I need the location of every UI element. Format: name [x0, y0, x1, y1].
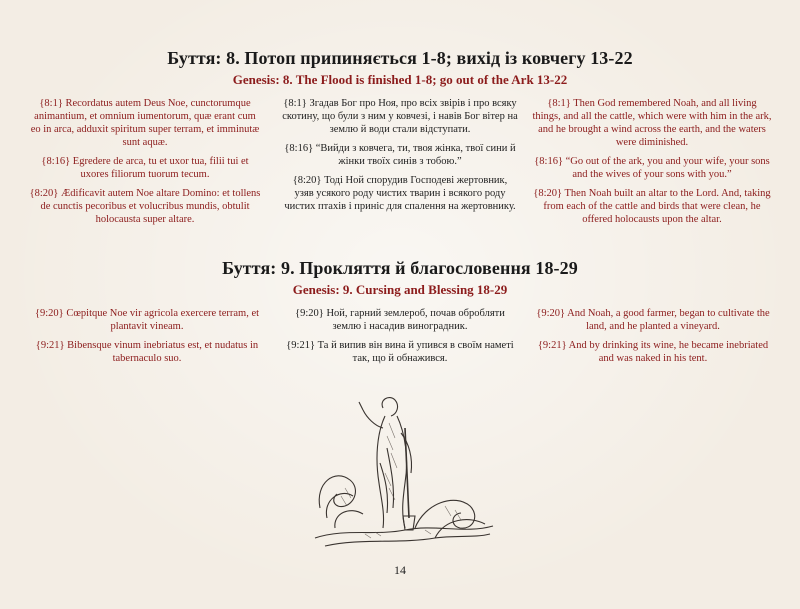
section-genesis-9 — [0, 258, 800, 298]
section-title-ukrainian: Буття: 9. Прокляття й благословення 18-29 — [222, 258, 578, 278]
ukrainian-column — [282, 307, 518, 371]
ukrainian-verse: {9:20} Ной, гарний землероб, почав обробляти землю і насадив виноградник. — [295, 308, 505, 332]
section-title-english: Genesis: 9. Cursing and Blessing 18-29 — [292, 282, 508, 297]
latin-verse: {9:21} Bibensque vinum inebriatus est, et nudatus in tabernaculo suo. — [35, 340, 259, 364]
ukrainian-verse: {9:21} Та й випив він вина й упився в своїм наметі так, що й обнажився. — [286, 340, 514, 364]
latin-verse: {8:1} Recordatus autem Deus Noe, cunctorumque animantium, et omnium iumentorum, quæ erant cum eo in arca, adduxit spiritum super terram, et imminutæ sunt aquæ. — [30, 98, 260, 148]
ukrainian-verse: {8:16} “Вийди з ковчега, ти, твоя жінка, твої сини й жінки твоїх синів з тобою.” — [284, 143, 516, 167]
section-title-english: Genesis: 8. The Flood is finished 1-8; go out of the Ark 13-22 — [232, 72, 568, 87]
ukrainian-column — [282, 97, 518, 219]
english-column — [534, 307, 772, 371]
page-number: 14 — [394, 563, 406, 577]
english-verse: {8:20} Then Noah built an altar to the Lord. And, taking from each of the cattle and birds that were clean, he offered holocausts upon the altar. — [533, 188, 771, 225]
section-genesis-8 — [0, 48, 800, 88]
english-verse: {9:21} And by drinking its wine, he became inebriated and was naked in his tent. — [537, 340, 769, 364]
latin-verse: {8:20} Ædificavit autem Noe altare Domino: et tollens de cunctis pecoribus et volucribus mundis, obtulit holocausta super altare. — [29, 188, 261, 225]
latin-verse: {9:20} Cœpitque Noe vir agricola exercere terram, et plantavit vineam. — [34, 308, 260, 332]
latin-verse: {8:16} Egredere de arca, tu et uxor tua, filii tui et uxores filiorum tuorum tecum. — [41, 156, 249, 180]
english-verse: {9:20} And Noah, a good farmer, began to cultivate the land, and he planted a vineyard. — [536, 308, 770, 332]
latin-column — [34, 307, 260, 371]
section-title-ukrainian: Буття: 8. Потоп припиняється 1-8; вихід із ковчегу 13-22 — [167, 48, 633, 68]
latin-column — [28, 97, 262, 232]
noah-engraving-illustration — [305, 388, 500, 553]
ukrainian-verse: {8:20} Тоді Ной спорудив Господеві жертовник, узяв усякого роду чистих тварин і всякого роду чистих птахів і приніс для спалення на жертовнику. — [284, 175, 516, 212]
english-verse: {8:1} Then God remembered Noah, and all living things, and all the cattle, which were with him in the ark, and he brought a wind across the earth, and the waters were diminished. — [532, 98, 772, 148]
english-verse: {8:16} “Go out of the ark, you and your wife, your sons and the wives of your sons with you.” — [534, 156, 770, 180]
english-column — [532, 97, 772, 232]
ukrainian-verse: {8:1} Згадав Бог про Ноя, про всіх звірів і про всяку скотину, що були з ним у ковчезі, і навів Бог вітер на землю й води стали відступати. — [282, 98, 518, 135]
